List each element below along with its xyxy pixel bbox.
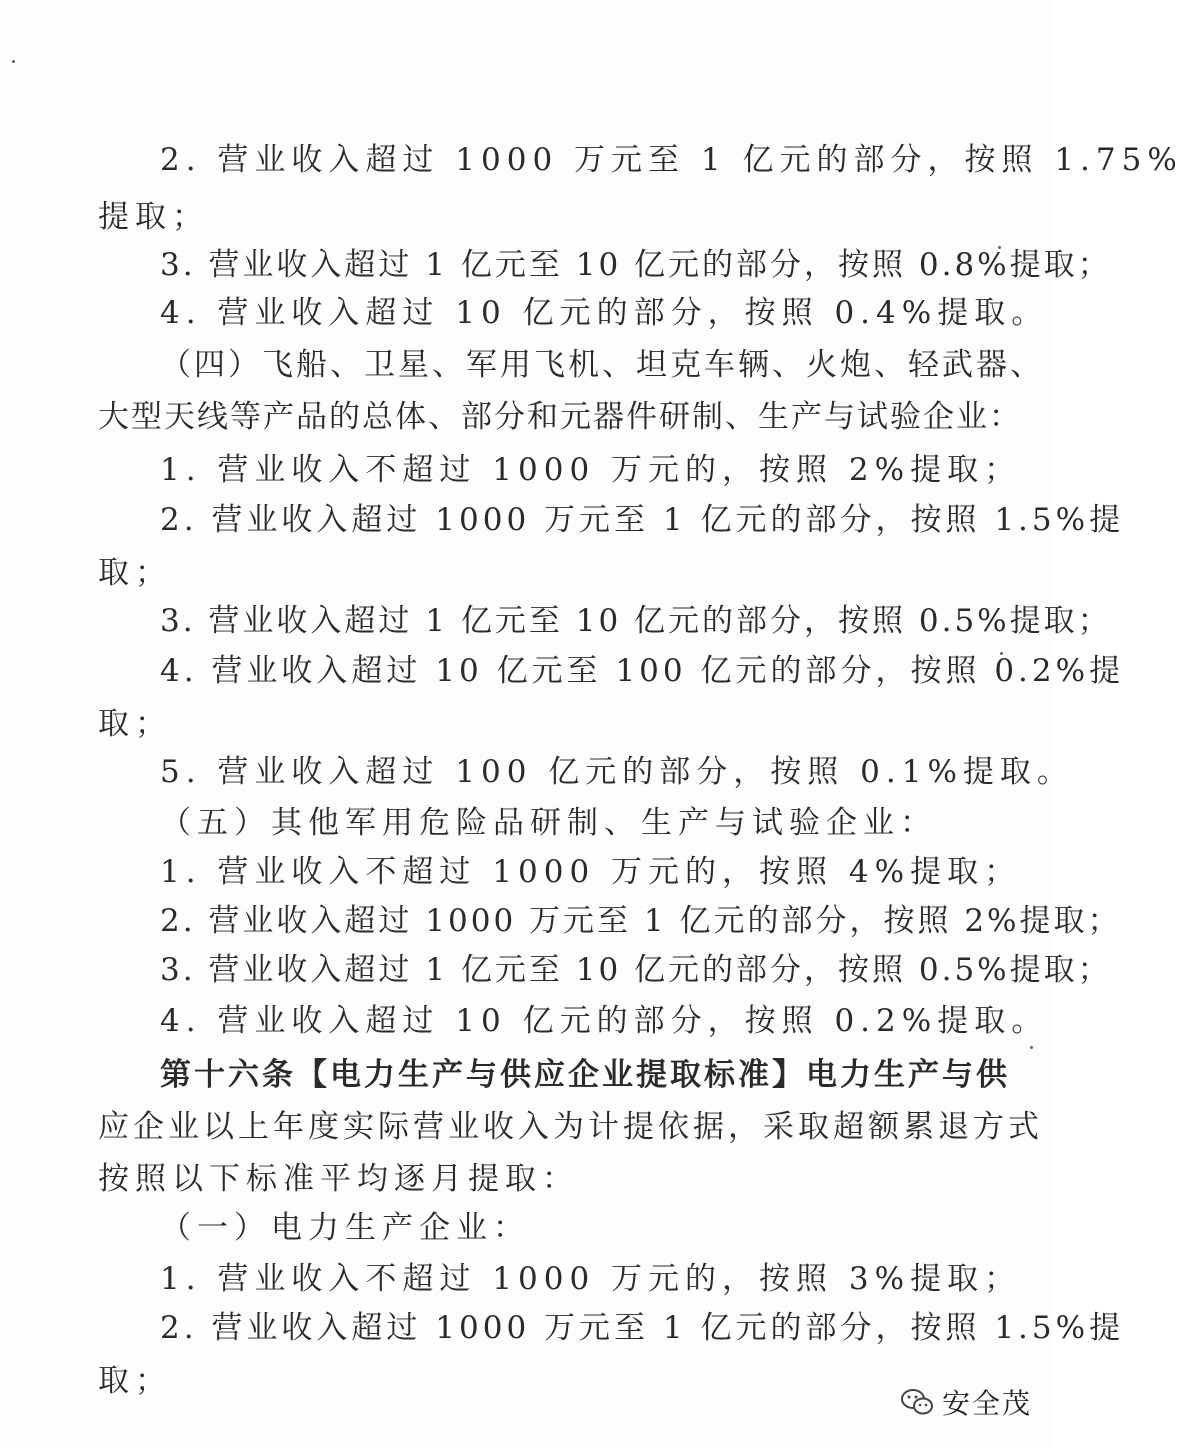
- section-heading: （五）其他军用危险品研制、生产与试验企业：: [160, 805, 937, 841]
- section-heading: （一）电力生产企业：: [160, 1210, 530, 1246]
- text-line: 提取；: [98, 199, 209, 235]
- text-line: 3. 营业收入超过 1 亿元至 10 亿元的部分，按照 0.5%提取；: [160, 952, 1112, 988]
- text-line: 5. 营业收入超过 100 亿元的部分，按照 0.1%提取。: [160, 754, 1074, 790]
- text-line: 4. 营业收入超过 10 亿元至 100 亿元的部分，按照 0.2%提: [160, 653, 1125, 689]
- scan-speck: [12, 60, 15, 63]
- watermark: [900, 1382, 1032, 1422]
- text-line: 4. 营业收入超过 10 亿元的部分，按照 0.2%提取。: [160, 1003, 1049, 1039]
- text-line: 1. 营业收入不超过 1000 万元的，按照 4%提取；: [160, 854, 1022, 890]
- text-line: 2. 营业收入超过 1000 万元至 1 亿元的部分，按照 1.75%: [160, 142, 1183, 178]
- article-heading: 第十六条【电力生产与供应企业提取标准】电力生产与供: [160, 1057, 1010, 1093]
- text-line: 3. 营业收入超过 1 亿元至 10 亿元的部分，按照 0.5%提取；: [160, 603, 1112, 639]
- scan-speck: [1030, 1046, 1033, 1049]
- text-line: 应企业以上年度实际营业收入为计提依据，采取超额累退方式: [98, 1109, 1043, 1145]
- text-line: 2. 营业收入超过 1000 万元至 1 亿元的部分，按照 1.5%提: [160, 502, 1125, 538]
- text-line: 取；: [98, 1363, 172, 1399]
- text-line: 取；: [98, 555, 172, 591]
- text-line: 大型天线等产品的总体、部分和元器件研制、生产与试验企业：: [98, 399, 1022, 435]
- text-line: 1. 营业收入不超过 1000 万元的，按照 2%提取；: [160, 452, 1022, 488]
- text-line: 取；: [98, 706, 172, 742]
- text-line: 按照以下标准平均逐月提取：: [98, 1161, 579, 1197]
- watermark-text: 安全茂: [942, 1387, 1033, 1420]
- text-line: 4. 营业收入超过 10 亿元的部分，按照 0.4%提取。: [160, 295, 1049, 331]
- text-line: 2. 营业收入超过 1000 万元至 1 亿元的部分，按照 2%提取；: [160, 903, 1122, 939]
- text-line: 1. 营业收入不超过 1000 万元的，按照 3%提取；: [160, 1261, 1022, 1297]
- section-heading: （四）飞船、卫星、军用飞机、坦克车辆、火炮、轻武器、: [160, 347, 1044, 383]
- text-line: 2. 营业收入超过 1000 万元至 1 亿元的部分，按照 1.5%提: [160, 1310, 1125, 1346]
- wechat-icon: [900, 1387, 934, 1417]
- text-line: 3. 营业收入超过 1 亿元至 10 亿元的部分，按照 0.8%提取；: [160, 247, 1112, 283]
